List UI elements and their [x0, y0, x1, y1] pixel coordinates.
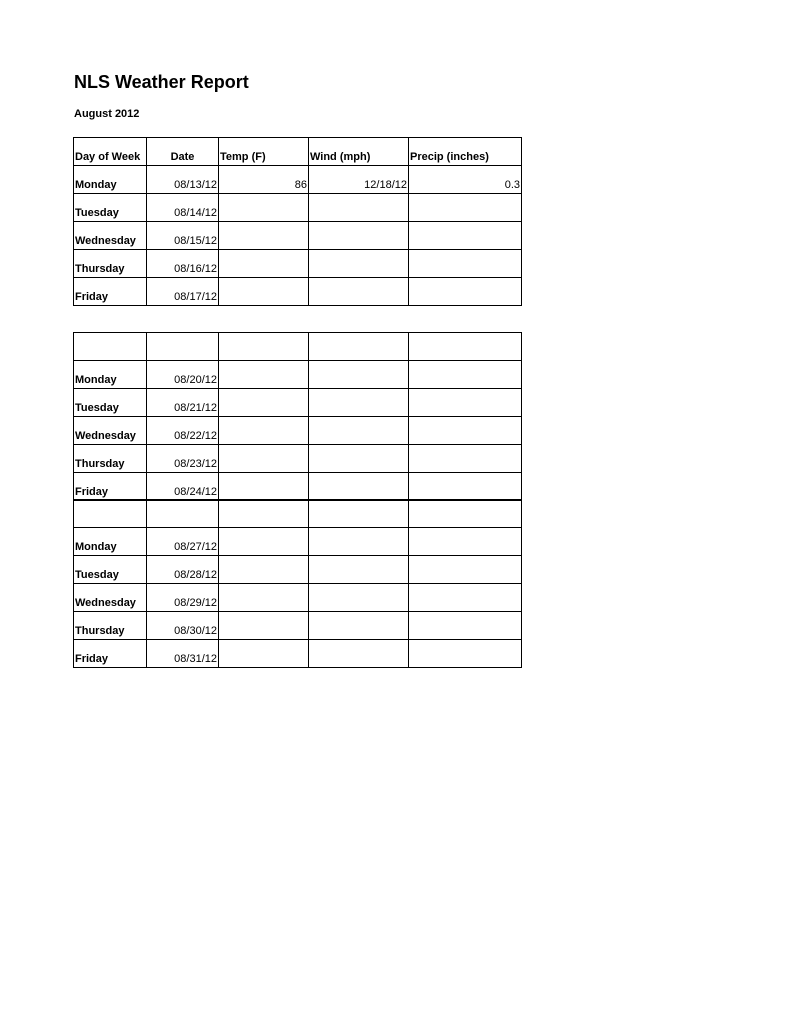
table-row	[74, 166, 522, 194]
blank-row	[74, 500, 522, 528]
blank-cell[interactable]	[409, 333, 522, 361]
table-row	[74, 584, 522, 612]
report-title: NLS Weather Report	[74, 72, 249, 92]
precip-cell[interactable]	[409, 222, 522, 250]
table-row	[74, 473, 522, 501]
temp-cell[interactable]	[219, 612, 309, 640]
day-cell[interactable]: Thursday	[74, 250, 147, 278]
table-row	[74, 389, 522, 417]
precip-cell[interactable]	[409, 361, 522, 389]
wind-cell[interactable]	[309, 194, 409, 222]
date-cell[interactable]: 08/28/12	[147, 556, 219, 584]
blank-cell[interactable]	[74, 333, 147, 361]
precip-cell[interactable]	[409, 278, 522, 306]
table-row	[74, 417, 522, 445]
day-cell[interactable]: Monday	[74, 361, 147, 389]
wind-cell[interactable]	[309, 361, 409, 389]
precip-cell[interactable]	[409, 445, 522, 473]
table-row	[74, 640, 522, 668]
table-row	[74, 194, 522, 222]
temp-cell[interactable]	[219, 194, 309, 222]
wind-cell[interactable]	[309, 584, 409, 612]
precip-cell[interactable]	[409, 389, 522, 417]
day-cell[interactable]: Wednesday	[74, 584, 147, 612]
wind-cell[interactable]	[309, 640, 409, 668]
blank-row	[74, 333, 522, 361]
blank-cell[interactable]	[147, 500, 219, 528]
date-cell[interactable]: 08/30/12	[147, 612, 219, 640]
wind-cell[interactable]	[309, 417, 409, 445]
blank-cell[interactable]	[309, 500, 409, 528]
table-row	[74, 278, 522, 306]
date-cell[interactable]: 08/22/12	[147, 417, 219, 445]
date-cell[interactable]: 08/15/12	[147, 222, 219, 250]
wind-cell[interactable]	[309, 250, 409, 278]
date-cell[interactable]: 08/13/12	[147, 166, 219, 194]
temp-cell[interactable]	[219, 556, 309, 584]
day-cell[interactable]: Tuesday	[74, 389, 147, 417]
wind-cell[interactable]: 12/18/12	[309, 166, 409, 194]
precip-cell[interactable]	[409, 640, 522, 668]
table-row	[74, 528, 522, 556]
day-cell[interactable]: Friday	[74, 640, 147, 668]
blank-cell[interactable]	[147, 333, 219, 361]
day-cell[interactable]: Friday	[74, 473, 147, 501]
precip-cell[interactable]	[409, 612, 522, 640]
precip-cell[interactable]	[409, 417, 522, 445]
wind-cell[interactable]	[309, 612, 409, 640]
precip-cell[interactable]	[409, 473, 522, 501]
temp-cell[interactable]	[219, 584, 309, 612]
date-cell[interactable]: 08/27/12	[147, 528, 219, 556]
precip-cell[interactable]	[409, 528, 522, 556]
blank-cell[interactable]	[219, 333, 309, 361]
day-cell[interactable]: Wednesday	[74, 417, 147, 445]
day-cell[interactable]: Friday	[74, 278, 147, 306]
temp-cell[interactable]	[219, 528, 309, 556]
table-row	[74, 250, 522, 278]
date-cell[interactable]: 08/23/12	[147, 445, 219, 473]
weather-table-week-1	[73, 137, 522, 306]
table-row	[74, 612, 522, 640]
day-cell[interactable]: Wednesday	[74, 222, 147, 250]
report-subtitle: August 2012	[74, 108, 140, 120]
table-row	[74, 361, 522, 389]
weather-table-week-3	[73, 499, 522, 668]
wind-cell[interactable]	[309, 278, 409, 306]
date-cell[interactable]: 08/20/12	[147, 361, 219, 389]
column-header-date: Date	[147, 138, 219, 166]
table-row	[74, 222, 522, 250]
day-cell[interactable]: Tuesday	[74, 556, 147, 584]
blank-cell[interactable]	[409, 500, 522, 528]
wind-cell[interactable]	[309, 528, 409, 556]
temp-cell[interactable]	[219, 250, 309, 278]
date-cell[interactable]: 08/14/12	[147, 194, 219, 222]
weather-table-week-2	[73, 332, 522, 501]
day-cell[interactable]: Monday	[74, 528, 147, 556]
date-cell[interactable]: 08/21/12	[147, 389, 219, 417]
temp-cell[interactable]	[219, 445, 309, 473]
temp-cell[interactable]	[219, 222, 309, 250]
precip-cell[interactable]	[409, 584, 522, 612]
temp-cell[interactable]	[219, 278, 309, 306]
date-cell[interactable]: 08/24/12	[147, 473, 219, 501]
precip-cell[interactable]	[409, 250, 522, 278]
day-cell[interactable]: Thursday	[74, 612, 147, 640]
day-cell[interactable]: Monday	[74, 166, 147, 194]
wind-cell[interactable]	[309, 556, 409, 584]
day-cell[interactable]: Tuesday	[74, 194, 147, 222]
wind-cell[interactable]	[309, 445, 409, 473]
wind-cell[interactable]	[309, 389, 409, 417]
temp-cell[interactable]	[219, 361, 309, 389]
day-cell[interactable]: Thursday	[74, 445, 147, 473]
temp-cell[interactable]	[219, 473, 309, 501]
temp-cell[interactable]: 86	[219, 166, 309, 194]
date-cell[interactable]: 08/17/12	[147, 278, 219, 306]
precip-cell[interactable]: 0.3	[409, 166, 522, 194]
wind-cell[interactable]	[309, 473, 409, 501]
blank-cell[interactable]	[219, 500, 309, 528]
column-header-temp: Temp (F)	[219, 138, 309, 166]
blank-cell[interactable]	[74, 500, 147, 528]
header-row	[74, 138, 522, 166]
date-cell[interactable]: 08/29/12	[147, 584, 219, 612]
column-header-day: Day of Week	[74, 138, 147, 166]
blank-cell[interactable]	[309, 333, 409, 361]
date-cell[interactable]: 08/16/12	[147, 250, 219, 278]
table-row	[74, 445, 522, 473]
temp-cell[interactable]	[219, 389, 309, 417]
temp-cell[interactable]	[219, 640, 309, 668]
table-row	[74, 556, 522, 584]
temp-cell[interactable]	[219, 417, 309, 445]
precip-cell[interactable]	[409, 194, 522, 222]
column-header-precip: Precip (inches)	[409, 138, 522, 166]
column-header-wind: Wind (mph)	[309, 138, 409, 166]
date-cell[interactable]: 08/31/12	[147, 640, 219, 668]
precip-cell[interactable]	[409, 556, 522, 584]
wind-cell[interactable]	[309, 222, 409, 250]
